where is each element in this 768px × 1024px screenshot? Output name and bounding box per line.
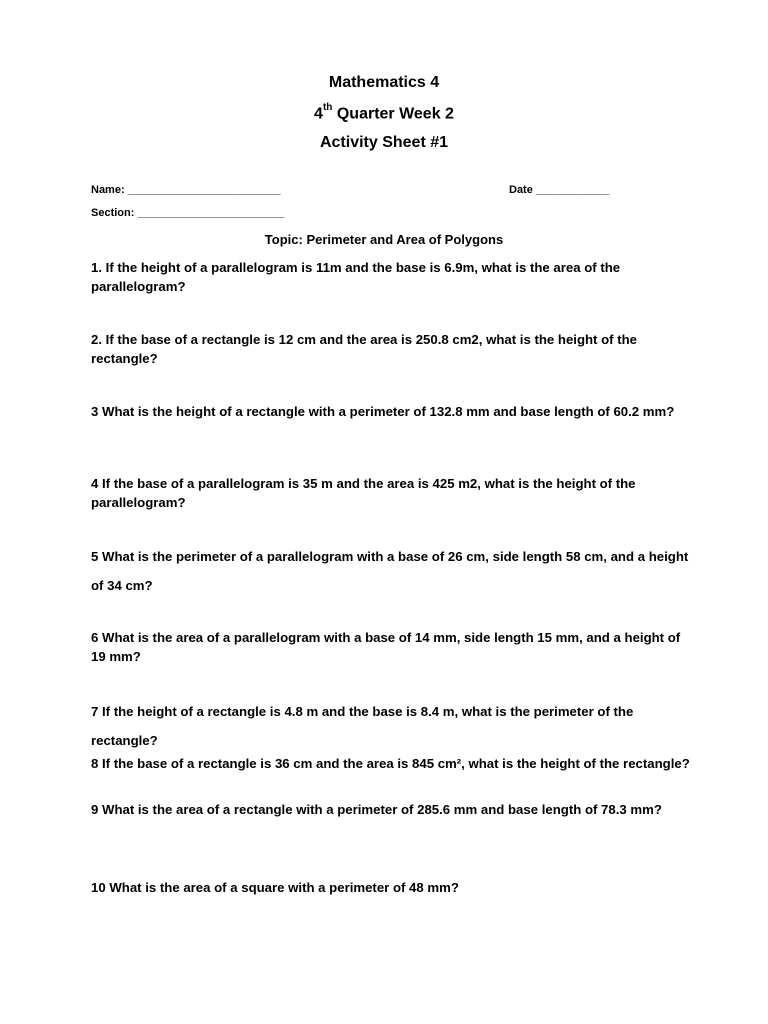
date-field: Date ____________	[509, 184, 610, 196]
topic-heading: Topic: Perimeter and Area of Polygons	[264, 232, 504, 247]
question-4: 4 If the base of a parallelogram is 35 m and the area is 425 m2, what is the height of the parallelogram?	[91, 476, 636, 510]
question-7: 7 If the height of a rectangle is 4.8 m and the base is 8.4 m, what is the perimeter of the rectangle?	[91, 704, 634, 748]
question-6: 6 What is the area of a parallelogram with a base of 14 mm, side length 15 mm, and a height of 19 mm?	[91, 630, 681, 664]
quarter-ordinal: th	[322, 102, 333, 113]
quarter-number: 4	[314, 105, 323, 123]
question-9: 9 What is the area of a rectangle with a perimeter of 285.6 mm and base length of 78.3 mm?	[91, 802, 662, 817]
quarter-week-text: Quarter Week 2	[332, 105, 454, 123]
quarter-week-title	[0, 104, 768, 123]
question-10: 10 What is the area of a square with a perimeter of 48 mm?	[91, 880, 459, 895]
question-2: 2. If the base of a rectangle is 12 cm and the area is 250.8 cm2, what is the height of the rectangle?	[91, 332, 637, 366]
name-field: Name: _________________________	[91, 184, 281, 196]
section-field: Section: ________________________	[91, 207, 285, 219]
question-5: 5 What is the perimeter of a parallelogram with a base of 26 cm, side length 58 cm, and a height of 34 cm?	[91, 549, 689, 593]
question-3: 3 What is the height of a rectangle with a perimeter of 132.8 mm and base length of 60.2 mm?	[91, 404, 675, 419]
question-1: 1. If the height of a parallelogram is 11m and the base is 6.9m, what is the area of the parallelogram?	[91, 260, 621, 294]
activity-sheet-title: Activity Sheet #1	[319, 134, 449, 151]
subject-title: Mathematics 4	[328, 74, 440, 91]
question-8: 8 If the base of a rectangle is 36 cm and the area is 845 cm², what is the height of the rectangle?	[91, 756, 690, 771]
